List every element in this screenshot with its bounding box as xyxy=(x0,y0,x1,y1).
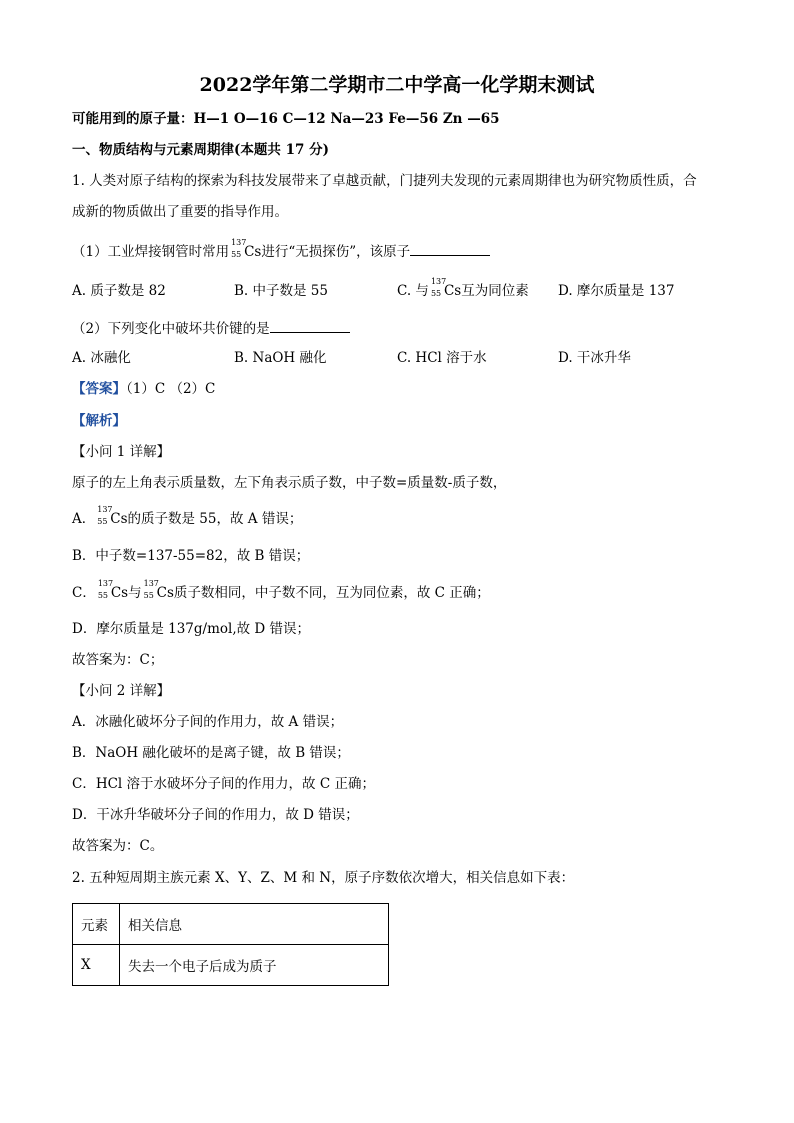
q1-sub2 xyxy=(72,318,350,338)
answer-blank xyxy=(270,318,350,333)
table-cell: 失去一个电子后成为质子 xyxy=(120,945,389,986)
q1-sub1 xyxy=(72,238,490,261)
cs-isotope xyxy=(430,277,462,300)
detail1-heading: 【小问 1 详解】 xyxy=(72,444,171,460)
detail1-a-suffix: 的质子数是 55，故 A 错误； xyxy=(127,511,303,527)
detail1-a xyxy=(72,505,303,528)
q1-sub1-option-c xyxy=(397,277,529,300)
analysis-line xyxy=(72,412,126,430)
isotope-symbol: Cs xyxy=(244,244,262,260)
detail2-d: D．干冰升华破坏分子间的作用力，故 D 错误； xyxy=(72,807,359,823)
isotope-atomic: 55 xyxy=(97,591,109,600)
detail1-a-prefix: A． xyxy=(72,511,96,527)
answer-tag: 【答案】 xyxy=(72,381,126,397)
table-header-row xyxy=(73,904,389,945)
cs-isotope xyxy=(143,579,174,602)
isotope-symbol: Cs xyxy=(110,585,129,601)
q1-sub2-option-d: D. 干冰升华 xyxy=(558,350,631,366)
q1-sub1-option-a: A. 质子数是 82 xyxy=(72,283,166,299)
detail2-b: B．NaOH 融化破坏的是离子键，故 B 错误； xyxy=(72,745,350,761)
q1-sub2-option-a: A. 冰融化 xyxy=(72,350,131,366)
section-heading: 一、物质结构与元素周期律(本题共 17 分) xyxy=(72,142,329,158)
detail1-d: D．摩尔质量是 137g/mol,故 D 错误； xyxy=(72,621,311,637)
q2-text: 2. 五种短周期主族元素 X、Y、Z、M 和 N，原子序数依次增大，相关信息如下表： xyxy=(72,870,575,886)
detail2-conclusion: 故答案为：C。 xyxy=(72,838,164,854)
isotope-mass: 137 xyxy=(231,238,247,247)
q1-text-line2: 成新的物质做出了重要的指导作用。 xyxy=(72,204,288,220)
table-header-cell: 相关信息 xyxy=(120,904,389,945)
detail1-c-prefix: C． xyxy=(72,585,96,601)
q1-sub1-option-b: B. 中子数是 55 xyxy=(234,283,328,299)
option-c-suffix: 互为同位素 xyxy=(461,283,529,299)
answer-blank xyxy=(410,241,490,256)
answer-text: （1）C （2）C xyxy=(126,381,216,397)
isotope-symbol: Cs xyxy=(110,511,128,527)
detail2-c: C．HCl 溶于水破坏分子间的作用力，故 C 正确； xyxy=(72,776,375,792)
isotope-symbol: Cs xyxy=(443,283,462,299)
cs-isotope xyxy=(231,238,262,261)
q1-sub2-option-c: C. HCl 溶于水 xyxy=(397,350,487,366)
table-row xyxy=(73,945,389,986)
table-cell: X xyxy=(73,945,120,986)
q1-sub1-option-d: D. 摩尔质量是 137 xyxy=(558,283,675,299)
table-header-cell: 元素 xyxy=(73,904,120,945)
atomic-masses: 可能用到的原子量：H—1 O—16 C—12 Na—23 Fe—56 Zn —65 xyxy=(72,111,500,127)
isotope-atomic: 55 xyxy=(143,591,154,600)
isotope-mass: 137 xyxy=(97,505,113,514)
answer-line xyxy=(72,380,215,398)
q1-sub1-suffix: 进行“无损探伤”，该原子 xyxy=(261,244,411,260)
detail2-a: A．冰融化破坏分子间的作用力，故 A 错误； xyxy=(72,714,344,730)
cs-isotope xyxy=(97,505,128,528)
cs-isotope xyxy=(97,579,129,602)
q1-sub2-option-b: B. NaOH 融化 xyxy=(234,350,327,366)
q1-text-line1: 1. 人类对原子结构的探索为科技发展带来了卓越贡献，门捷列夫发现的元素周期律也为研究物质性质，合 xyxy=(72,173,697,189)
isotope-atomic: 55 xyxy=(430,289,442,298)
detail2-heading: 【小问 2 详解】 xyxy=(72,683,171,699)
detail1-c xyxy=(72,579,490,602)
element-info-table xyxy=(72,903,389,986)
detail1-conclusion: 故答案为：C； xyxy=(72,652,164,668)
isotope-mass: 137 xyxy=(430,277,447,286)
option-c-prefix: C. 与 xyxy=(397,283,429,299)
q1-sub1-prefix: （1）工业焊接钢管时常用 xyxy=(72,244,230,260)
isotope-mass: 137 xyxy=(97,579,114,588)
detail1-intro: 原子的左上角表示质量数，左下角表示质子数，中子数=质量数-质子数， xyxy=(72,475,507,491)
isotope-atomic: 55 xyxy=(97,517,108,526)
page-title: 2022学年第二学期市二中学高一化学期末测试 xyxy=(199,74,595,96)
q1-sub2-text: （2）下列变化中破坏共价键的是 xyxy=(72,321,270,337)
detail1-b: B．中子数=137-55=82，故 B 错误； xyxy=(72,548,310,564)
isotope-atomic: 55 xyxy=(231,250,242,259)
analysis-tag: 【解析】 xyxy=(72,413,126,429)
isotope-mass: 137 xyxy=(143,579,159,588)
isotope-symbol: Cs xyxy=(156,585,174,601)
detail1-c-suffix: 质子数相同，中子数不同，互为同位素，故 C 正确； xyxy=(173,585,490,601)
detail1-c-mid: 与 xyxy=(128,585,142,601)
